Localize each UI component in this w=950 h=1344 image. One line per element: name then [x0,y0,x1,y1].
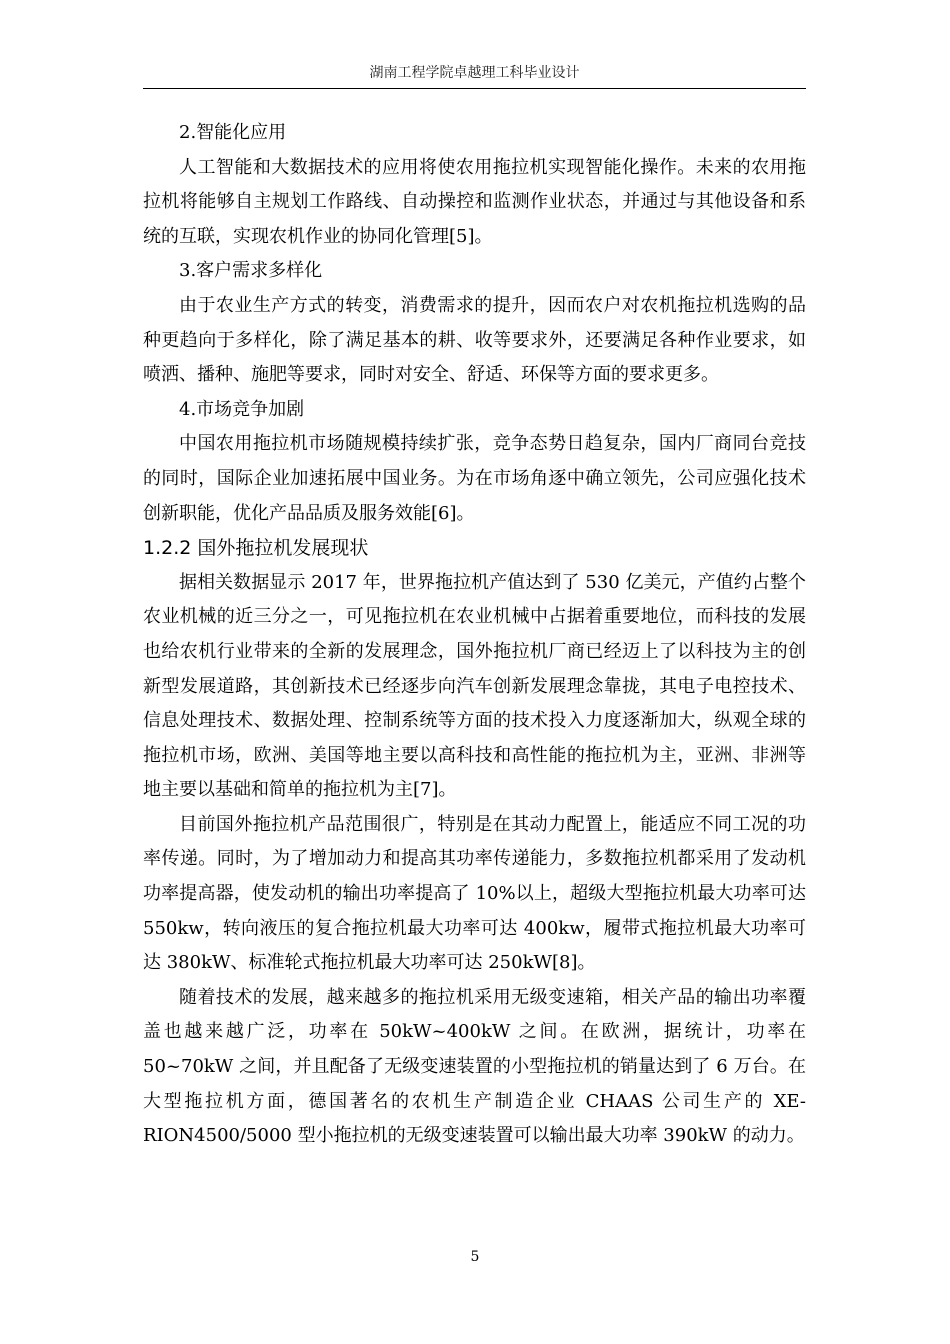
paragraph-diversified-demand: 由于农业生产方式的转变，消费需求的提升，因而农户对农机拖拉机选购的品种更趋向于多样化，除了满足基本的耕、收等要求外，还要满足各种作业要求，如喷洒、播种、施肥等要求，同时对安全、舒适、环保等方面的要求更多。 [143,294,806,386]
subheading-diversified-demand: 3.客户需求多样化 [179,260,323,282]
page-number: 5 [470,1249,480,1265]
subheading-intelligent-application: 2.智能化应用 [179,122,287,143]
running-header: 湖南工程学院卓越理工科毕业设计 [143,60,806,89]
paragraph-intelligent-application: 人工智能和大数据技术的应用将使农用拖拉机实现智能化操作。未来的农用拖拉机将能够自主规划工作路线、自动操控和监测作业状态，并通过与其他设备和系统的互联，实现农机作业的协同化管理[5]。 [143,156,806,247]
paragraph-cvt-transmission: 随着技术的发展，越来越多的拖拉机采用无级变速箱，相关产品的输出功率覆盖也越来越广泛，功率在 50kW~400kW 之间。在欧洲，据统计，功率在 50~70kW 之间，并且配备了无级变速装置的小型拖拉机的销量达到了 6 万台。在大型拖拉机方面，德国著名的农机生产制造企业 CHAAS 公司生产的 XE-RION4500/5000 型小拖拉机的无级变速装置可以输出最大功率 390kW 的动力。 [143,986,806,1147]
paragraph-market-competition: 中国农用拖拉机市场随规模持续扩张，竞争态势日趋复杂，国内厂商同台竞技的同时，国际企业加速拓展中国业务。为在市场角逐中确立领先，公司应强化技术创新职能，优化产品品质及服务效能[6]。 [143,433,806,524]
paragraph-foreign-power: 目前国外拖拉机产品范围很广，特别是在其动力配置上，能适应不同工况的功率传递。同时，为了增加动力和提高其功率传递能力，多数拖拉机都采用了发动机功率提高器，使发动机的输出功率提高了 10%以上，超级大型拖拉机最大功率可达 550kw，转向液压的复合拖拉机最大功率可达 400kw，履带式拖拉机最大功率可达 380kW、标准轮式拖拉机最大功率可达 250kW[8]。 [143,813,806,974]
section-heading-foreign-tractors: 1.2.2 国外拖拉机发展现状 [143,537,369,560]
body-content [143,116,806,1154]
paragraph-foreign-market: 据相关数据显示 2017 年，世界拖拉机产值达到了 530 亿美元，产值约占整个农业机械的近三分之一，可见拖拉机在农业机械中占据着重要地位，而科技的发展也给农机行业带来的全新的发展理念，国外拖拉机厂商已经迈上了以科技为主的创新型发展道路，其创新技术已经逐步向汽车创新发展理念靠拢，其电子电控技术、信息处理技术、数据处理、控制系统等方面的技术投入力度逐渐加大，纵观全球的拖拉机市场，欧洲、美国等地主要以高科技和高性能的拖拉机为主，亚洲、非洲等地主要以基础和简单的拖拉机为主[7]。 [143,571,806,801]
subheading-market-competition: 4.市场竞争加剧 [179,398,305,420]
